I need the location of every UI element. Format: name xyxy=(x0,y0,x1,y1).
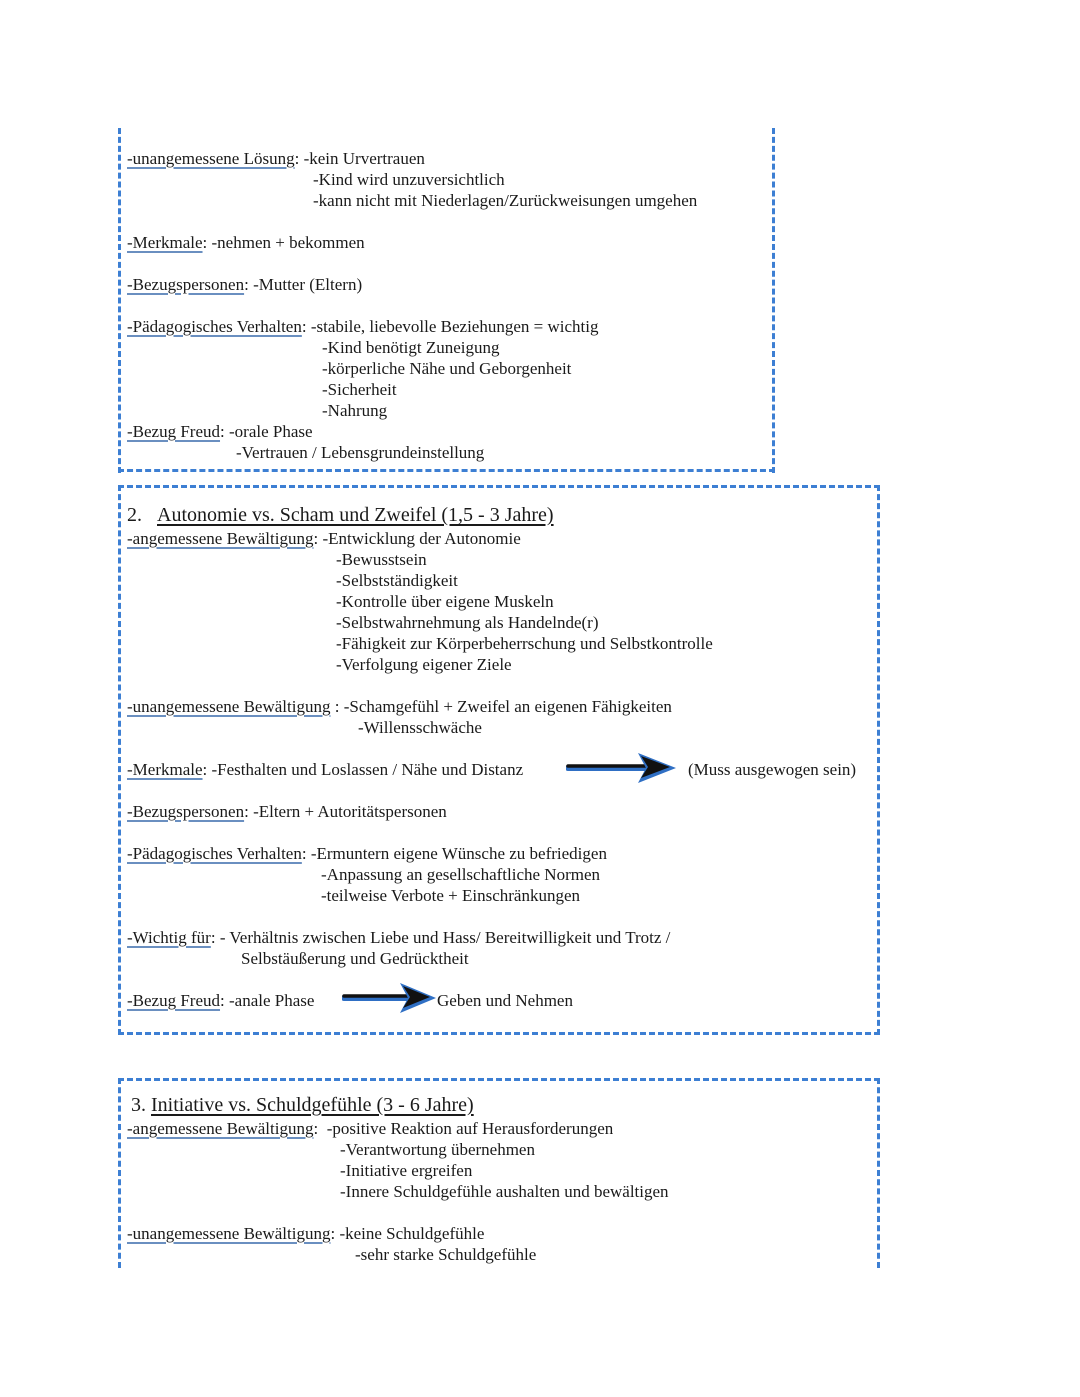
s3-angemessen-item-1: -Verantwortung übernehmen xyxy=(340,1140,535,1159)
s2-angemessen-item-5: -Fähigkeit zur Körperbeherrschung und Selbstkontrolle xyxy=(336,634,713,653)
box1-right-border xyxy=(772,128,775,473)
s2-unangemessen-label: -unangemessene Bewältigung xyxy=(127,697,331,716)
s3-angemessen-row: -angemessene Bewältigung: -positive Reaktion auf Herausforderungen xyxy=(127,1119,614,1138)
box2-left-border xyxy=(118,485,121,1035)
s3-angemessen-item-0: -positive Reaktion auf Herausforderungen xyxy=(326,1119,614,1138)
s2-angemessen-item-4: -Selbstwahrnehmung als Handelnde(r) xyxy=(336,613,599,632)
s1-merkmale-value: -nehmen + bekommen xyxy=(211,233,365,252)
s2-bezugspersonen-value: -Eltern + Autoritätspersonen xyxy=(253,802,447,821)
s2-bezugspersonen-label: -Bezugspersonen xyxy=(127,802,245,821)
s3-number: 3. xyxy=(131,1094,146,1116)
s2-unangemessen-row: -unangemessene Bewältigung : -Schamgefühl + Zweifel an eigenen Fähigkeiten xyxy=(127,697,672,716)
s3-unangemessen-item-1: -sehr starke Schuldgefühle xyxy=(355,1245,537,1264)
s2-freud-note: Geben und Nehmen xyxy=(437,991,573,1010)
s1-paed-item-1: -Kind benötigt Zuneigung xyxy=(322,338,500,357)
s1-bezugspersonen-label: -Bezugspersonen xyxy=(127,275,245,294)
s1-bezugspersonen-value: -Mutter (Eltern) xyxy=(253,275,363,294)
s2-merkmale-row: -Merkmale: -Festhalten und Loslassen / Nähe und Distanz xyxy=(127,760,524,779)
s2-angemessen-label: -angemessene Bewältigung xyxy=(127,529,314,548)
s1-unangemessen-item-1: -Kind wird unzuversichtlich xyxy=(313,170,505,189)
s2-angemessen-item-6: -Verfolgung eigener Ziele xyxy=(336,655,512,674)
s2-number: 2. xyxy=(127,504,142,526)
s1-paed-label: -Pädagogisches Verhalten xyxy=(127,317,302,336)
s1-paed-item-0: -stabile, liebevolle Beziehungen = wichtig xyxy=(310,317,599,336)
s2-paed-item-1: -Anpassung an gesellschaftliche Normen xyxy=(321,865,600,884)
s1-bezugspersonen-row: -Bezugspersonen: -Mutter (Eltern) xyxy=(127,275,363,294)
s1-paed-item-3: -Sicherheit xyxy=(322,380,397,399)
s2-merkmale-note: (Muss ausgewogen sein) xyxy=(688,760,857,779)
s2-wichtig-item-1: Selbstäußerung und Gedrücktheit xyxy=(241,949,469,968)
s2-angemessen-item-0: -Entwicklung der Autonomie xyxy=(322,529,521,548)
s1-freud-row: -Bezug Freud: -orale Phase xyxy=(127,422,313,441)
s1-merkmale-row: -Merkmale: -nehmen + bekommen xyxy=(127,233,365,252)
s1-paed-row: -Pädagogisches Verhalten: -stabile, liebevolle Beziehungen = wichtig xyxy=(127,317,599,336)
s1-unangemessen-item-2: -kann nicht mit Niederlagen/Zurückweisungen umgehen xyxy=(313,191,698,210)
s2-freud-value: -anale Phase xyxy=(229,991,315,1010)
s2-paed-label: -Pädagogisches Verhalten xyxy=(127,844,302,863)
s3-angemessen-item-2: -Initiative ergreifen xyxy=(340,1161,473,1180)
s2-freud-arrow-icon xyxy=(342,982,438,1014)
s2-paed-row: -Pädagogisches Verhalten: -Ermuntern eigene Wünsche zu befriedigen xyxy=(127,844,607,863)
s2-unangemessen-item-1: -Willensschwäche xyxy=(358,718,482,737)
box2-bottom-border xyxy=(118,1032,880,1035)
box2-right-border xyxy=(877,485,880,1035)
s2-angemessen-item-1: -Bewusstsein xyxy=(336,550,427,569)
s1-freud-label: -Bezug Freud xyxy=(127,422,221,441)
s2-freud-row: -Bezug Freud: -anale Phase xyxy=(127,991,315,1010)
s1-freud-item-1: -Vertrauen / Lebensgrundeinstellung xyxy=(236,443,485,462)
box3-left-border xyxy=(118,1078,121,1268)
s3-unangemessen-item-0: -keine Schuldgefühle xyxy=(339,1224,485,1243)
s1-unangemessen-item-0: -kein Urvertrauen xyxy=(303,149,425,168)
s2-paed-item-0: -Ermuntern eigene Wünsche zu befriedigen xyxy=(310,844,607,863)
s3-angemessen-item-3: -Innere Schuldgefühle aushalten und bewältigen xyxy=(340,1182,669,1201)
box1-left-border xyxy=(118,128,121,473)
s2-freud-label: -Bezug Freud xyxy=(127,991,221,1010)
s2-angemessen-item-3: -Kontrolle über eigene Muskeln xyxy=(336,592,554,611)
s2-wichtig-label: -Wichtig für xyxy=(127,928,211,947)
s3-heading xyxy=(131,1095,474,1116)
box3-right-border xyxy=(877,1078,880,1268)
s2-merkmale-label: -Merkmale xyxy=(127,760,203,779)
s3-angemessen-label: -angemessene Bewältigung xyxy=(127,1119,314,1138)
s1-paed-item-4: -Nahrung xyxy=(322,401,388,420)
s3-unangemessen-label: -unangemessene Bewältigung xyxy=(127,1224,331,1243)
s2-merkmale-value: -Festhalten und Loslassen / Nähe und Distanz xyxy=(211,760,524,779)
s1-paed-item-2: -körperliche Nähe und Geborgenheit xyxy=(322,359,572,378)
box1-bottom-border xyxy=(118,469,775,472)
box2-top-border xyxy=(118,485,880,488)
box3-top-border xyxy=(118,1078,880,1081)
s3-title: Initiative vs. Schuldgefühle (3 - 6 Jahre) xyxy=(151,1094,474,1116)
s2-merkmale-arrow-icon xyxy=(566,752,678,784)
s2-paed-item-2: -teilweise Verbote + Einschränkungen xyxy=(321,886,581,905)
s1-freud-item-0: -orale Phase xyxy=(229,422,313,441)
s2-heading xyxy=(127,505,554,526)
s1-unangemessen-label: -unangemessene Lösung xyxy=(127,149,295,168)
s2-title: Autonomie vs. Scham und Zweifel (1,5 - 3 Jahre) xyxy=(157,504,554,526)
s2-unangemessen-item-0: -Schamgefühl + Zweifel an eigenen Fähigkeiten xyxy=(343,697,672,716)
s1-unangemessen-row: -unangemessene Lösung: -kein Urvertrauen xyxy=(127,149,425,168)
s2-bezugspersonen-row: -Bezugspersonen: -Eltern + Autoritätspersonen xyxy=(127,802,447,821)
s3-unangemessen-row: -unangemessene Bewältigung: -keine Schuldgefühle xyxy=(127,1224,485,1243)
s2-wichtig-row: -Wichtig für: - Verhältnis zwischen Liebe und Hass/ Bereitwilligkeit und Trotz / xyxy=(127,928,671,947)
s2-angemessen-row: -angemessene Bewältigung: -Entwicklung der Autonomie xyxy=(127,529,521,548)
s2-angemessen-item-2: -Selbstständigkeit xyxy=(336,571,458,590)
s1-merkmale-label: -Merkmale xyxy=(127,233,203,252)
s2-wichtig-item-0: - Verhältnis zwischen Liebe und Hass/ Bereitwilligkeit und Trotz / xyxy=(219,928,671,947)
